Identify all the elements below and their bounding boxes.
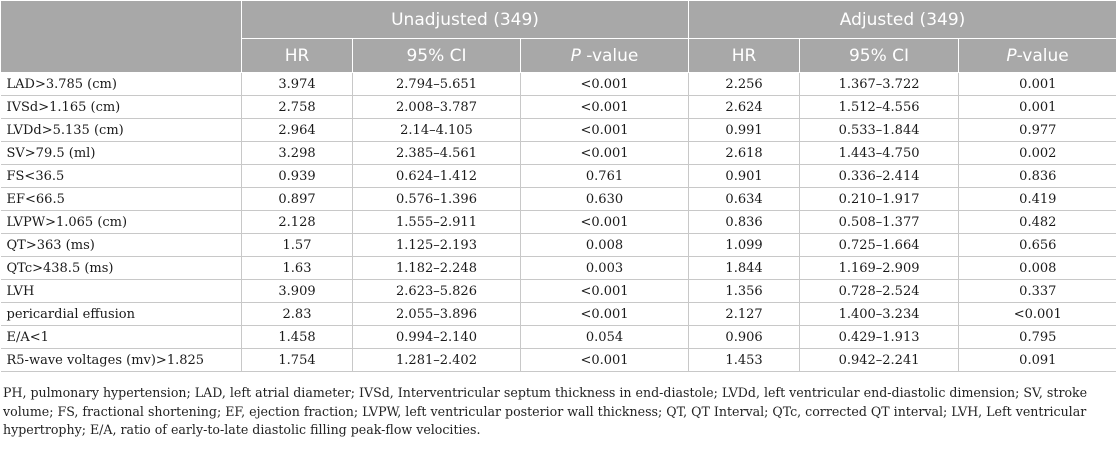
- header-adjusted-hr: HR: [689, 39, 800, 73]
- unadjusted-ci-cell: 1.182–2.248: [353, 257, 521, 280]
- adjusted-p-cell: 0.001: [959, 73, 1116, 96]
- unadjusted-hr-cell: 2.964: [242, 119, 353, 142]
- unadjusted-p-cell: <0.001: [521, 96, 689, 119]
- unadjusted-ci-cell: 1.555–2.911: [353, 211, 521, 234]
- adjusted-hr-cell: 0.634: [689, 188, 800, 211]
- unadjusted-p-cell: 0.008: [521, 234, 689, 257]
- adjusted-hr-cell: 1.453: [689, 349, 800, 372]
- unadjusted-p-cell: 0.054: [521, 326, 689, 349]
- table-footnote: PH, pulmonary hypertension; LAD, left atrial diameter; IVSd, Interventricular septum thickness in end-diastole; LVDd, left ventricular end-diastolic dimension; SV, stroke volume; FS, fractional shortening; EF, ejection fraction; LVPW, left ventricular posterior wall thickness; QT, QT Interval; QTc, corrected QT interval; LVH, Left ventricular hypertrophy; E/A, ratio of early-to-late diastolic filling peak-flow velocities.: [3, 385, 1088, 437]
- unadjusted-hr-cell: 2.758: [242, 96, 353, 119]
- unadjusted-hr-cell: 3.909: [242, 280, 353, 303]
- adjusted-hr-cell: 0.836: [689, 211, 800, 234]
- table-body: [1, 73, 1116, 372]
- adjusted-ci-cell: 0.725–1.664: [800, 234, 959, 257]
- unadjusted-ci-cell: 1.125–2.193: [353, 234, 521, 257]
- row-label: E/A<1: [1, 326, 242, 349]
- row-label: EF<66.5: [1, 188, 242, 211]
- row-label: R5-wave voltages (mv)>1.825: [1, 349, 242, 372]
- adjusted-p-cell: 0.795: [959, 326, 1116, 349]
- unadjusted-hr-cell: 3.298: [242, 142, 353, 165]
- row-label: IVSd>1.165 (cm): [1, 96, 242, 119]
- unadjusted-hr-cell: 3.974: [242, 73, 353, 96]
- unadjusted-ci-cell: 0.576–1.396: [353, 188, 521, 211]
- table-row: [1, 280, 1116, 303]
- unadjusted-p-cell: 0.761: [521, 165, 689, 188]
- adjusted-ci-cell: 0.942–2.241: [800, 349, 959, 372]
- adjusted-ci-cell: 1.512–4.556: [800, 96, 959, 119]
- unadjusted-p-cell: <0.001: [521, 73, 689, 96]
- adjusted-ci-cell: 1.400–3.234: [800, 303, 959, 326]
- unadjusted-hr-cell: 1.754: [242, 349, 353, 372]
- unadjusted-hr-cell: 1.458: [242, 326, 353, 349]
- table-row: [1, 211, 1116, 234]
- header-adjusted: Adjusted (349): [689, 1, 1116, 39]
- adjusted-ci-cell: 0.429–1.913: [800, 326, 959, 349]
- adjusted-p-cell: 0.419: [959, 188, 1116, 211]
- row-label: LAD>3.785 (cm): [1, 73, 242, 96]
- unadjusted-hr-cell: 0.897: [242, 188, 353, 211]
- row-label: LVDd>5.135 (cm): [1, 119, 242, 142]
- header-adjusted-p: [959, 39, 1116, 73]
- unadjusted-hr-cell: 2.83: [242, 303, 353, 326]
- p-suffix: -value: [1016, 45, 1069, 66]
- adjusted-hr-cell: 0.991: [689, 119, 800, 142]
- adjusted-hr-cell: 1.099: [689, 234, 800, 257]
- row-label: SV>79.5 (ml): [1, 142, 242, 165]
- adjusted-ci-cell: 0.508–1.377: [800, 211, 959, 234]
- unadjusted-hr-cell: 1.57: [242, 234, 353, 257]
- header-unadjusted-ci: 95% CI: [353, 39, 521, 73]
- table-row: [1, 96, 1116, 119]
- table-row: [1, 234, 1116, 257]
- adjusted-p-cell: 0.091: [959, 349, 1116, 372]
- unadjusted-hr-cell: 2.128: [242, 211, 353, 234]
- adjusted-p-cell: 0.001: [959, 96, 1116, 119]
- header-adjusted-ci: 95% CI: [800, 39, 959, 73]
- adjusted-hr-cell: 2.127: [689, 303, 800, 326]
- adjusted-p-cell: 0.656: [959, 234, 1116, 257]
- unadjusted-p-cell: 0.003: [521, 257, 689, 280]
- adjusted-hr-cell: 1.356: [689, 280, 800, 303]
- adjusted-ci-cell: 1.443–4.750: [800, 142, 959, 165]
- adjusted-hr-cell: 0.901: [689, 165, 800, 188]
- adjusted-p-cell: 0.008: [959, 257, 1116, 280]
- adjusted-p-cell: 0.836: [959, 165, 1116, 188]
- adjusted-ci-cell: 1.169–2.909: [800, 257, 959, 280]
- adjusted-p-cell: <0.001: [959, 303, 1116, 326]
- adjusted-hr-cell: 1.844: [689, 257, 800, 280]
- unadjusted-ci-cell: 2.794–5.651: [353, 73, 521, 96]
- unadjusted-p-cell: <0.001: [521, 349, 689, 372]
- table-row: [1, 73, 1116, 96]
- table-row: [1, 119, 1116, 142]
- row-label: LVPW>1.065 (cm): [1, 211, 242, 234]
- row-label: FS<36.5: [1, 165, 242, 188]
- row-label: QTc>438.5 (ms): [1, 257, 242, 280]
- adjusted-hr-cell: 0.906: [689, 326, 800, 349]
- adjusted-ci-cell: 0.336–2.414: [800, 165, 959, 188]
- unadjusted-ci-cell: 2.055–3.896: [353, 303, 521, 326]
- row-label: pericardial effusion: [1, 303, 242, 326]
- p-letter: P: [570, 45, 581, 66]
- row-label: LVH: [1, 280, 242, 303]
- unadjusted-ci-cell: 2.008–3.787: [353, 96, 521, 119]
- unadjusted-p-cell: <0.001: [521, 280, 689, 303]
- unadjusted-p-cell: <0.001: [521, 303, 689, 326]
- unadjusted-hr-cell: 1.63: [242, 257, 353, 280]
- adjusted-ci-cell: 0.210–1.917: [800, 188, 959, 211]
- table-header: [1, 1, 1116, 73]
- adjusted-hr-cell: 2.256: [689, 73, 800, 96]
- unadjusted-p-cell: <0.001: [521, 119, 689, 142]
- unadjusted-ci-cell: 0.624–1.412: [353, 165, 521, 188]
- unadjusted-p-cell: <0.001: [521, 142, 689, 165]
- table-row: [1, 303, 1116, 326]
- adjusted-p-cell: 0.482: [959, 211, 1116, 234]
- header-unadjusted: Unadjusted (349): [242, 1, 689, 39]
- table-row: [1, 142, 1116, 165]
- adjusted-ci-cell: 0.728–2.524: [800, 280, 959, 303]
- adjusted-p-cell: 0.977: [959, 119, 1116, 142]
- adjusted-p-cell: 0.337: [959, 280, 1116, 303]
- adjusted-ci-cell: 0.533–1.844: [800, 119, 959, 142]
- row-label: QT>363 (ms): [1, 234, 242, 257]
- adjusted-hr-cell: 2.624: [689, 96, 800, 119]
- table-row: [1, 165, 1116, 188]
- adjusted-p-cell: 0.002: [959, 142, 1116, 165]
- table-row: [1, 188, 1116, 211]
- table-row: [1, 349, 1116, 372]
- adjusted-hr-cell: 2.618: [689, 142, 800, 165]
- unadjusted-ci-cell: 2.623–5.826: [353, 280, 521, 303]
- table-row: [1, 326, 1116, 349]
- unadjusted-p-cell: <0.001: [521, 211, 689, 234]
- header-variable-cell: [1, 1, 242, 73]
- header-unadjusted-p: [521, 39, 689, 73]
- unadjusted-ci-cell: 1.281–2.402: [353, 349, 521, 372]
- header-unadjusted-hr: HR: [242, 39, 353, 73]
- unadjusted-ci-cell: 2.14–4.105: [353, 119, 521, 142]
- unadjusted-ci-cell: 2.385–4.561: [353, 142, 521, 165]
- table-row: [1, 257, 1116, 280]
- p-suffix: -value: [580, 45, 639, 66]
- p-letter: P: [1006, 45, 1017, 66]
- adjusted-ci-cell: 1.367–3.722: [800, 73, 959, 96]
- unadjusted-ci-cell: 0.994–2.140: [353, 326, 521, 349]
- unadjusted-p-cell: 0.630: [521, 188, 689, 211]
- unadjusted-hr-cell: 0.939: [242, 165, 353, 188]
